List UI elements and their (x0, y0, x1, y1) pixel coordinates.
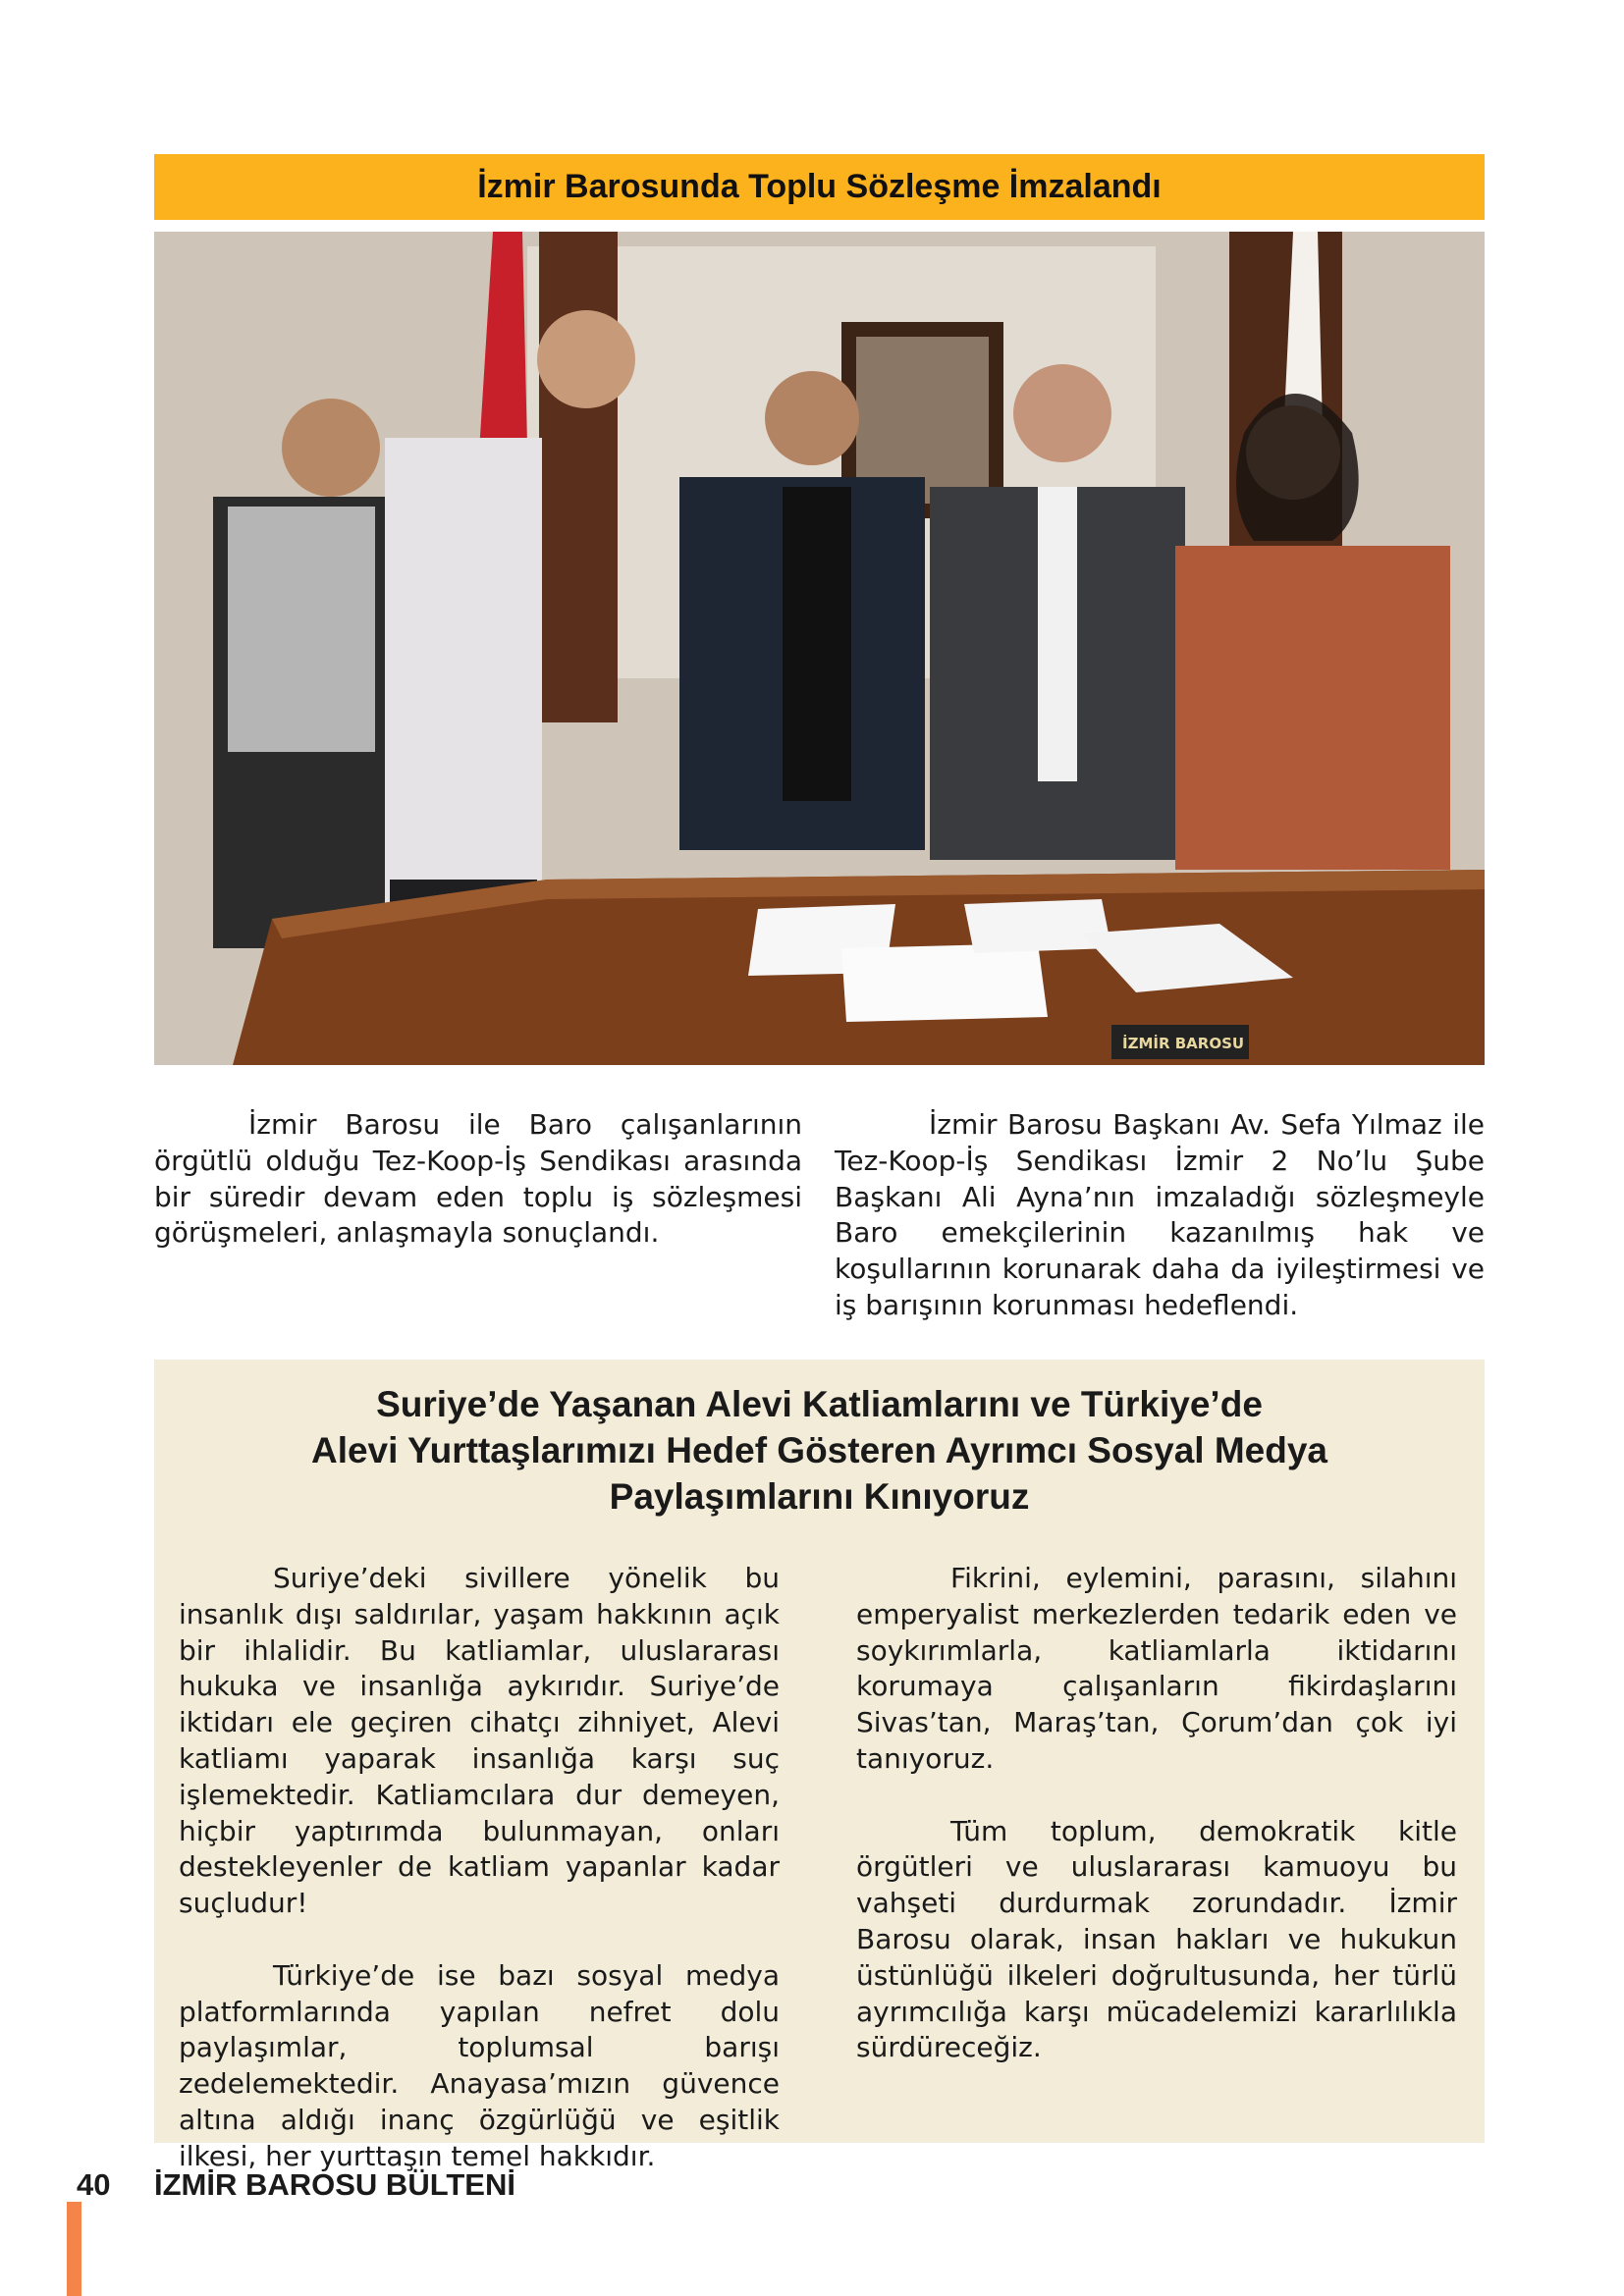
page-number: 40 (77, 2167, 111, 2202)
accent-bar (67, 2202, 81, 2296)
signing-ceremony-photo (154, 232, 1485, 1065)
publication-title: İZMİR BAROSU BÜLTENİ (154, 2167, 515, 2202)
statement-paragraph: Tüm toplum, demokratik kitle örgütleri ve uluslararası kamuoyu bu vahşeti durdurmak zorundadır. İzmir Barosu olarak, insan hakları ve hukukun üstünlüğü ilkeleri doğrultusunda, her türlü ayrımcılığa karşı mücadelemizi kararlılıkla sürdüreceğiz. (856, 1814, 1457, 2064)
article-column-right (835, 1107, 1485, 1324)
statement-title (154, 1381, 1485, 1520)
statement-paragraph: Türkiye’de ise bazı sosyal medya platformlarında yapılan nefret dolu paylaşımlar, toplumsal barışı zedelemektedir. Anayasa’mızın güvence altına aldığı inanç özgürlüğü ve eşitlik ilkesi, her yurttaşın temel hakkıdır. (179, 1958, 780, 2172)
photo-illustration (154, 232, 1485, 1065)
statement-column-left (179, 1561, 780, 2211)
article-title-banner (154, 154, 1485, 220)
statement-title-line: Suriye’de Yaşanan Alevi Katliamlarını ve Türkiye’de (376, 1384, 1263, 1424)
statement-column-right (856, 1561, 1457, 2103)
article-paragraph: İzmir Barosu ile Baro çalışanlarının örgütlü olduğu Tez-Koop-İş Sendikası arasında bir süredir devam eden toplu iş sözleşmesi görüşmeleri, anlaşmayla sonuçlandı. (154, 1108, 802, 1250)
nameplate-text: İZMİR BAROSU (1122, 1035, 1245, 1052)
statement-paragraph: Suriye’deki sivillere yönelik bu insanlık dışı saldırılar, yaşam hakkının açık bir ihlalidir. Bu katliamlar, uluslararası hukuka ve insanlığa aykırıdır. Suriye’de iktidarı ele geçiren cihatçı zihniyet, Alevi katliamı yaparak insanlığa karşı suç işlemektedir. Katliamcılara dur demeyen, hiçbir yaptırımda bulunmayan, onları destekleyenler de katliam yapanlar kadar suçludur! (179, 1562, 780, 1920)
statement-title-line: Paylaşımlarını Kınıyoruz (609, 1476, 1030, 1517)
statement-title-line: Alevi Yurttaşlarımızı Hedef Gösteren Ayrımcı Sosyal Medya (310, 1430, 1328, 1470)
article-title: İzmir Barosunda Toplu Sözleşme İmzalandı (477, 168, 1162, 205)
article-paragraph: İzmir Barosu Başkanı Av. Sefa Yılmaz ile Tez-Koop-İş Sendikası İzmir 2 No’lu Şube Başkanı Ali Ayna’nın imzaladığı sözleşmeyle Baro emekçilerinin kazanılmış hak ve koşullarının korunarak daha da iyileştirmesi ve iş barışının korunması hedeflendi. (835, 1108, 1485, 1321)
statement-paragraph: Fikrini, eylemini, parasını, silahını emperyalist merkezlerden tedarik eden ve soykırımlarla, katliamlarla iktidarını korumaya çalışanların fikirdaşlarını Sivas’tan, Maraş’tan, Çorum’dan çok iyi tanıyoruz. (856, 1562, 1457, 1775)
article-column-left (154, 1107, 802, 1252)
